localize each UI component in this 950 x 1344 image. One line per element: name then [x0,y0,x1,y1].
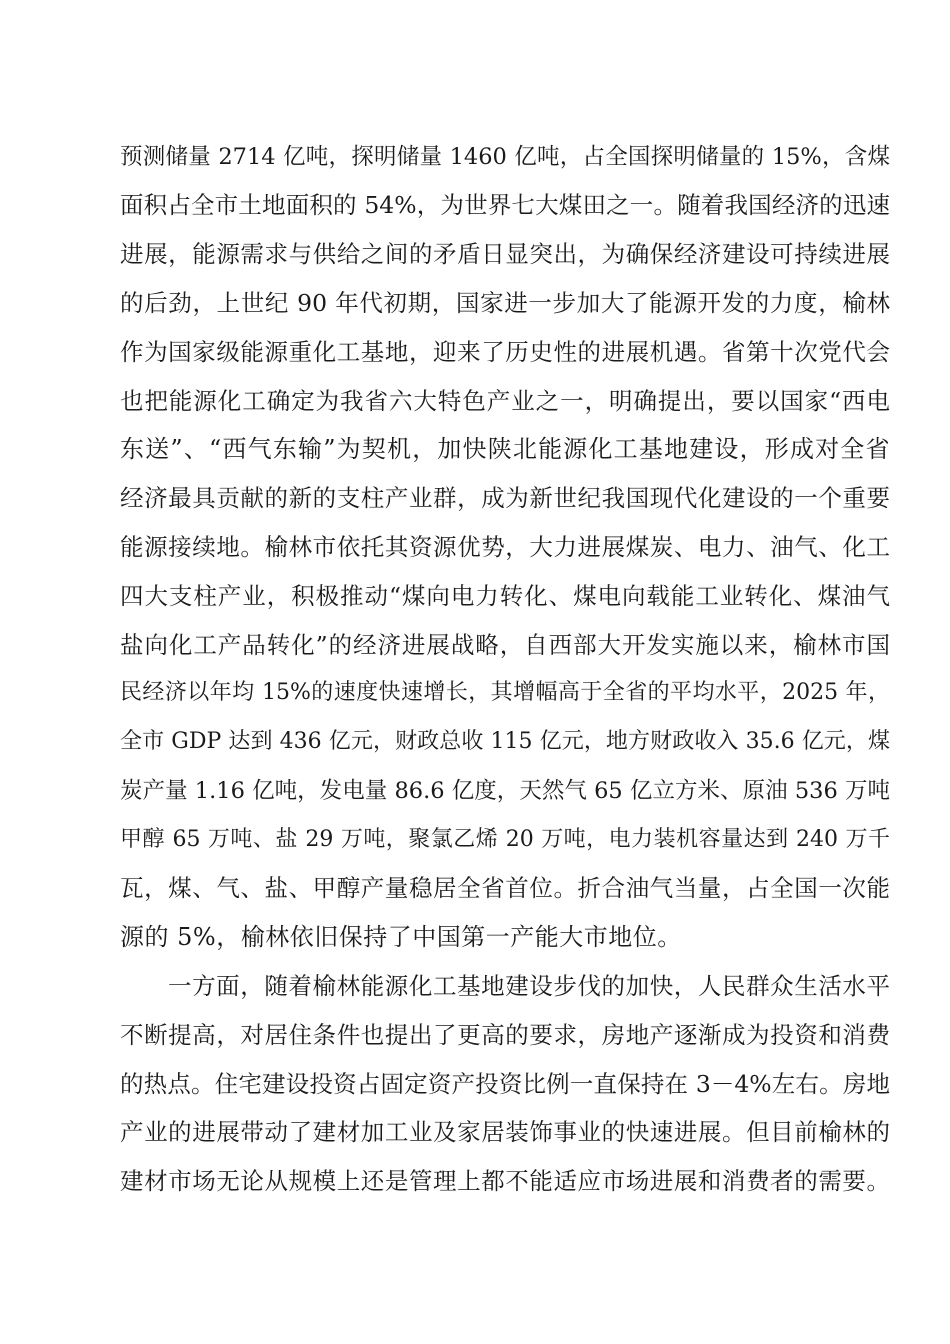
text-line: 能源接续地。榆林市依托其资源优势，大力进展煤炭、电力、油气、化工 [120,533,890,561]
text-line: 全市 GDP 达到 436 亿元，财政总收 115 亿元，地方财政收入 35.6 亿元，煤 [120,729,890,754]
text-line: 瓦，煤、气、盐、甲醇产量稳居全省首位。折合油气当量，占全国一次能 [120,874,890,902]
text-line: 四大支柱产业，积极推动“煤向电力转化、煤电向载能工业转化、煤油气 [120,582,890,610]
text-line: 炭产量 1.16 亿吨，发电量 86.6 亿度，天然气 65 亿立方米、原油 536 万吨 [120,778,890,804]
text-line: 的后劲，上世纪 90 年代初期，国家进一步加大了能源开发的力度，榆林 [120,289,890,317]
text-line: 盐向化工产品转化”的经济进展战略，自西部大开发实施以来，榆林市国 [120,631,890,659]
text-line: 面积占全市土地面积的 54%，为世界七大煤田之一。随着我国经济的迅速 [120,191,890,219]
text-line: 预测储量 2714 亿吨，探明储量 1460 亿吨，占全国探明储量的 15%，含煤 [120,144,890,170]
text-line: 经济最具贡献的新的支柱产业群，成为新世纪我国现代化建设的一个重要 [120,484,890,512]
text-line: 甲醇 65 万吨、盐 29 万吨，聚氯乙烯 20 万吨，电力装机容量达到 240 万千 [120,827,890,852]
text-line: 的热点。住宅建设投资占固定资产投资比例一直保持在 3－4%左右。房地 [120,1070,890,1098]
paragraph-first-line: 一方面，随着榆林能源化工基地建设步伐的加快，人民群众生活水平 [168,972,890,1000]
text-line: 进展，能源需求与供给之间的矛盾日显突出，为确保经济建设可持续进展 [120,240,890,268]
text-line: 不断提高，对居住条件也提出了更高的要求，房地产逐渐成为投资和消费 [120,1021,890,1049]
text-line: 东送”、“西气东输”为契机，加快陕北能源化工基地建设，形成对全省 [120,435,890,463]
text-line: 源的 5%，榆林依旧保持了中国第一产能大市地位。 [120,923,682,951]
text-line: 建材市场无论从规模上还是管理上都不能适应市场进展和消费者的需要。 [120,1167,890,1195]
text-line: 也把能源化工确定为我省六大特色产业之一，明确提出，要以国家“西电 [120,387,890,415]
text-line: 产业的进展带动了建材加工业及家居装饰事业的快速进展。但目前榆林的 [120,1118,890,1146]
text-line: 作为国家级能源重化工基地，迎来了历史性的进展机遇。省第十次党代会 [120,338,890,366]
text-line: 民经济以年均 15%的速度快速增长，其增幅高于全省的平均水平，2025 年， [120,680,890,705]
